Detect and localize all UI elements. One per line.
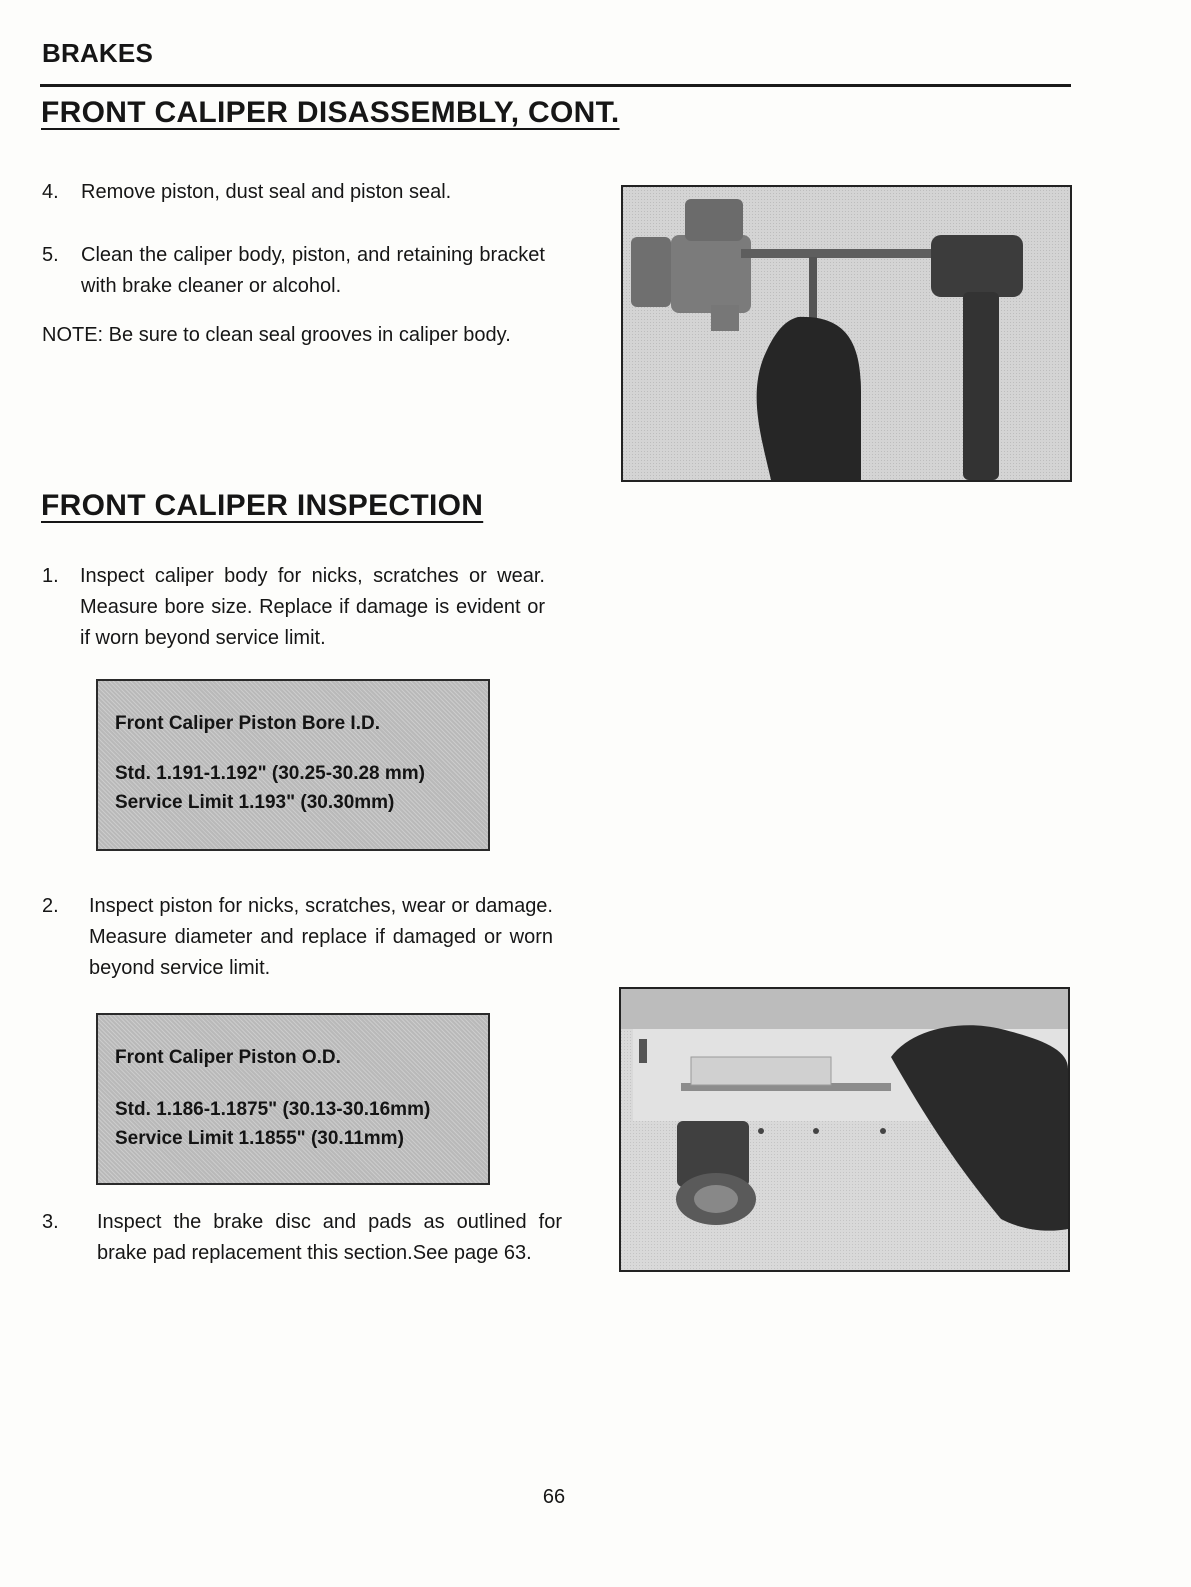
caliper-hammer-photo — [621, 185, 1072, 482]
header-rule — [40, 84, 1071, 87]
step-number: 4. — [42, 181, 59, 203]
step-text: Inspect the brake disc and pads as outlined for brake pad replacement this section.See page 63. — [97, 1211, 562, 1264]
disassembly-title: FRONT CALIPER DISASSEMBLY, CONT. — [41, 96, 620, 129]
step-number: 1. — [42, 565, 59, 587]
step-text: Inspect piston for nicks, scratches, wear or damage. Measure diameter and replace if damaged or worn beyond service limit. — [89, 895, 553, 979]
spec-title: Front Caliper Piston Bore I.D. — [115, 713, 380, 734]
disassembly-step-5 — [42, 240, 546, 304]
page-number: 66 — [542, 1486, 566, 1508]
spec-title: Front Caliper Piston O.D. — [115, 1047, 341, 1068]
step-text: Clean the caliper body, piston, and retaining bracket with brake cleaner or alcohol. — [81, 244, 545, 297]
inspection-step-2 — [42, 891, 553, 987]
step-text: Remove piston, dust seal and piston seal. — [81, 181, 452, 203]
spec-service-limit: Service Limit 1.193" (30.30mm) — [115, 792, 395, 813]
piston-measure-illustration — [621, 989, 1068, 1270]
step-number: 2. — [42, 895, 59, 917]
spec-standard: Std. 1.186-1.1875" (30.13-30.16mm) — [115, 1099, 431, 1120]
piston-caliper-photo — [619, 987, 1070, 1272]
inspection-step-1 — [42, 561, 545, 657]
inspection-title: FRONT CALIPER INSPECTION — [41, 489, 484, 522]
caliper-hammer-illustration — [623, 187, 1070, 480]
inspection-step-3 — [42, 1207, 562, 1303]
section-label: BRAKES — [42, 38, 153, 68]
disassembly-step-4 — [42, 177, 552, 209]
spec-standard: Std. 1.191-1.192" (30.25-30.28 mm) — [115, 763, 426, 784]
note-text: NOTE: Be sure to clean seal grooves in caliper body. — [42, 324, 511, 346]
step-text: Inspect caliper body for nicks, scratches or wear. Measure bore size. Replace if damage is evident or if worn beyond service limit. — [80, 565, 545, 649]
spec-box-bore — [96, 679, 490, 851]
step-number: 3. — [42, 1211, 59, 1233]
step-number: 5. — [42, 244, 59, 266]
spec-service-limit: Service Limit 1.1855" (30.11mm) — [115, 1128, 404, 1149]
spec-box-piston — [96, 1013, 490, 1185]
